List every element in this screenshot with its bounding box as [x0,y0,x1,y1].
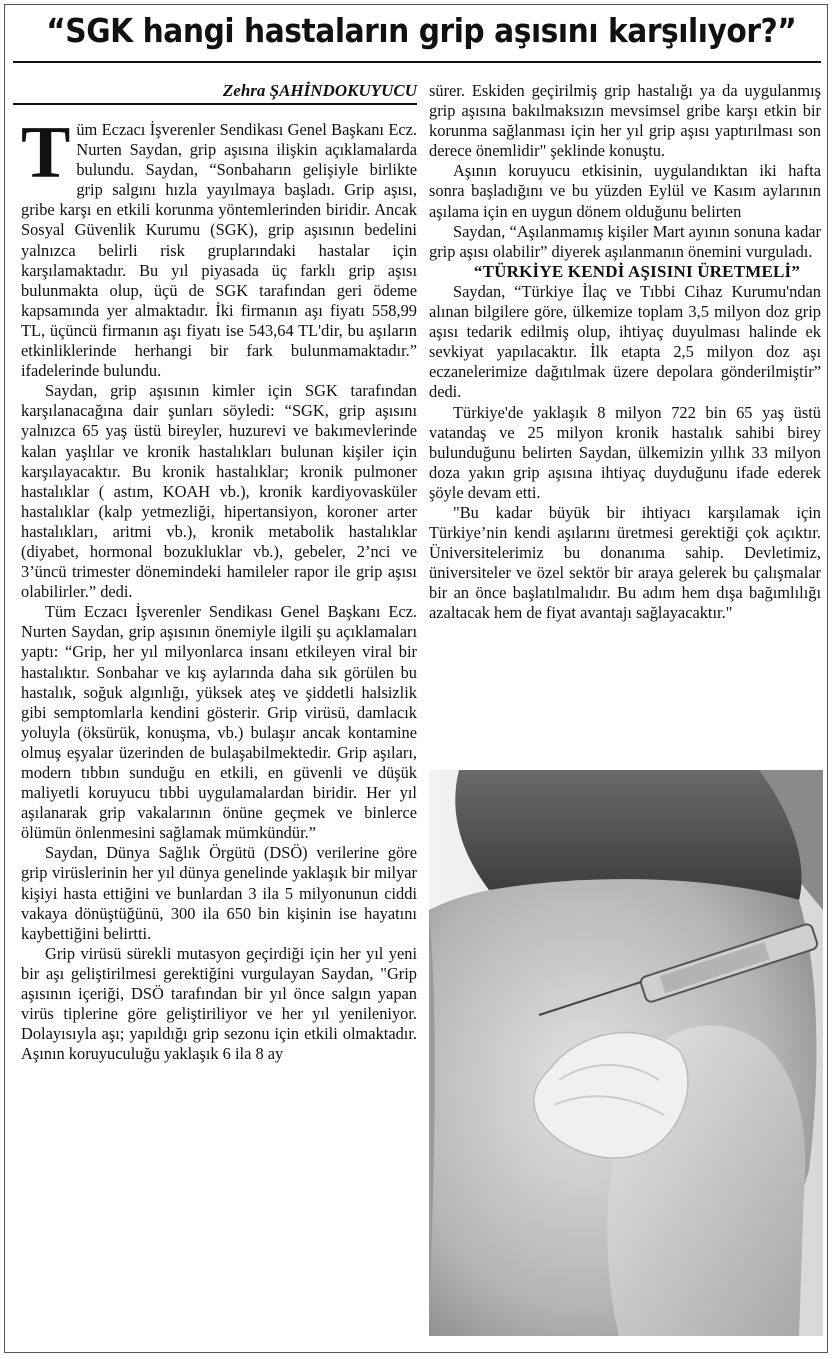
column-right [429,81,821,767]
vaccination-photo [429,770,823,1336]
paragraph-5: Grip virüsü sürekli mutasyon geçirdiği için her yıl yeni bir aşı geliştirilmesi gerektiğini vurgulayan Saydan, "Grip aşısının içeriği, DSÖ tarafından bir yıl önce salgın yapan virüs tiplerine göre geliştiriliyor ve her yıl yenileniyor. Dolayısıyla aşı; yapıldığı grip sezonu için etkili olmaktadır. Aşının koruyuculuğu yaklaşık 6 ila 8 ay [21,943,417,1064]
drop-cap: T [21,120,71,194]
paragraph-3: Tüm Eczacı İşverenler Sendikası Genel Başkanı Ecz. Nurten Saydan, grip aşısının önemiyle ilgili şu açıklamaları yaptı: “Grip, her yıl milyonlarca insanı etkileyen viral bir hastalıktır. Sonbahar ve kış aylarında daha sık görülen bu hastalık, soğuk algınlığı, yüksek ateş ve şiddetli halsizlik gibi semptomlarla kendini gösterir. Grip virüsü, damlacık yoluyla (öksürük, konuşma, vb.) bulaşır ancak kontamine olmuş eşyalar üzerinden de bulaşabilmektedir. Grip aşıları, modern tıbbın sunduğu en etkili, en güvenli ve düşük maliyetli koruyucu tıbbi uygulamalardan biridir. Her yıl aşılanarak grip vakalarının önüne geçmek ve binlerce ölümün önlenmesini sağlamak mümkündür.” [21,602,417,843]
byline-rule [13,103,417,105]
newspaper-page [4,4,828,1353]
byline: Zehra ŞAHİNDOKUYUCU [222,81,417,100]
paragraph-8: Saydan, “Aşılanmamış kişiler Mart ayının sonuna kadar grip aşısı olabilir” diyerek aşılanmanın önemini vurguladı. [429,221,821,261]
paragraph-4: Saydan, Dünya Sağlık Örgütü (DSÖ) verilerine göre grip virüslerinin her yıl dünya genelinde yaklaşık bir milyar kişiyi hasta ettiğini ve bunlardan 3 ila 5 milyonunun ciddi vakaya dönüştüğünü, 300 ila 650 bin kişinin ise hayatını kaybettiğini belirtti. [21,843,417,943]
paragraph-1: Tüm Eczacı İşverenler Sendikası Genel Başkanı Ecz. Nurten Saydan, grip aşısına ilişkin açıklamalarda bulundu. Saydan, “Sonbaharın gelişiyle birlikte grip salgını hızla yayılmaya başladı. Grip aşısı, gribe karşı en etkili korunma yöntemlerinden biridir. Ancak Sosyal Güvenlik Kurumu (SGK), grip aşısının bedelini yalnızca belirli risk gruplarındaki hastalar için karşılamaktadır. Bu yıl piyasada üç farklı grip aşısı bulunmakta olup, üçü de SGK tarafından geri ödeme kapsamında yer almaktadır. İki firmanın aşı fiyatı 558,99 TL, üçüncü firmanın aşı fiyatı ise 543,64 TL'dir, bu aşıların etkinliklerinde herhangi bir fark bulunmamaktadır.” ifadelerinde bulundu. [21,120,417,381]
headline: “SGK hangi hastaların grip aşısını karşılıyor?” [46,11,797,50]
paragraph-11: "Bu kadar büyük bir ihtiyacı karşılamak için Türkiye’nin kendi aşılarını üretmesi gerektiği çok açıktır. Üniversitelerimiz bu donanıma sahip. Devletimiz, üniversiteler ve özel sektör bir araya gelerek bu çalışmalar bir an önce başlatılmalıdır. Bu adım hem dışa bağımlılığı azaltacak hem de fiyat avantajı sağlayacaktır." [429,502,821,623]
paragraph-7: Aşının koruyucu etkisinin, uygulandıktan iki hafta sonra başladığını ve bu yüzden Eylül ve Kasım aylarının aşılama için en uygun dönem olduğunu belirten [429,161,821,221]
subheading: “TÜRKİYE KENDİ AŞISINI ÜRETMELİ” [473,261,801,281]
paragraph-10: Türkiye'de yaklaşık 8 milyon 722 bin 65 yaş üstü vatandaş ve 25 milyon kronik hastalık sahibi birey bulunduğunu belirten Saydan, ülkemizin yıllık 33 milyon doza yakın grip aşısına ihtiyaç duyduğunu ifade ederek şöyle devam etti. [429,402,821,502]
headline-rule [13,61,821,63]
paragraph-9: Saydan, “Türkiye İlaç ve Tıbbi Cihaz Kurumu'ndan alınan bilgilere göre, ülkemize toplam 3,5 milyon doz grip aşısı tedarik edilmiş olup, ihtiyaç duyulması halinde ek sevkiyat yapılacaktır. İlk etapta 2,5 milyon doz aşı eczanelerimize dağıtılmak üzere depolara gönderilmiştir” dedi. [429,281,821,402]
paragraph-6: sürer. Eskiden geçirilmiş grip hastalığı ya da uygulanmış grip aşısına bakılmaksızın mevsimsel gribe karşı etkin bir korunma sağlanması için her yıl grip aşısı yaptırılması son derece önemlidir" şeklinde konuştu. [429,81,821,161]
column-left [21,120,417,1340]
syringe-arm-image [429,770,823,1336]
paragraph-2: Saydan, grip aşısının kimler için SGK tarafından karşılanacağına dair şunları söyledi: “SGK, grip aşısını yalnızca 65 yaş üstü bireyler, huzurevi ve bakımevlerinde kalan yaşlılar ve kronik hastalıkları bulunan kişiler için karşılayacaktır. Bu kronik hastalıklar; kronik pulmoner hastalıklar ( astım, KOAH vb.), kronik kardiyovasküler hastalıklar (kalp yetmezliği, hipertansiyon, koroner arter hastalıkları, aritmi vb.), kronik metabolik hastalıklar (diyabet, hormonal bozukluklar vb.), gebeler, 2’nci ve 3’üncü trimester dönemindeki hamileler rapor ile grip aşısı olabilirler.” dedi. [21,381,417,602]
